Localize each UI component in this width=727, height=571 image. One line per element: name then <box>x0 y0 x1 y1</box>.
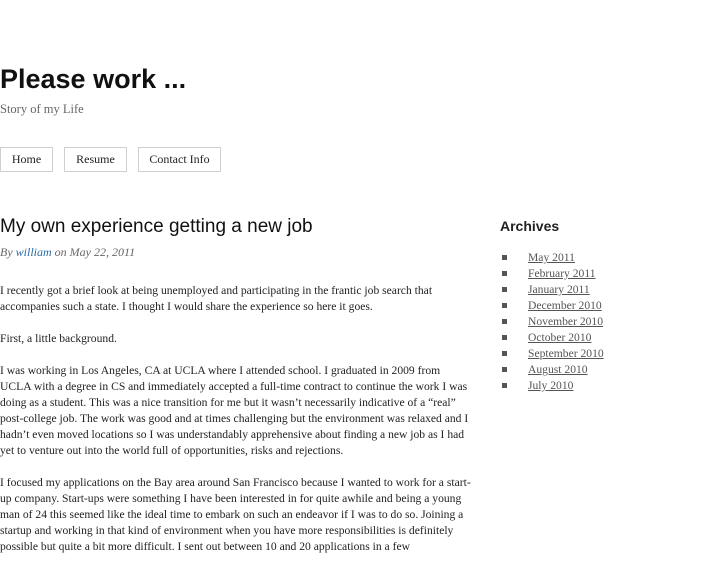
meta-by: By <box>0 245 13 259</box>
square-bullet-icon <box>502 383 507 388</box>
archive-link[interactable]: July 2010 <box>528 379 574 392</box>
post-paragraph: I focused my applications on the Bay area around San Francisco because I wanted to work for a start-up company. Start-ups were something I have been interested in for quite awhile and being a young man of 24 this seemed like the ideal time to embark on such an endeavor if I was to do so. Joining a startup and working in that kind of environment when you have more responsibilities is definitely possible but quite a bit more difficult. I sent out between 10 and 20 applications in a few <box>0 476 471 553</box>
sidebar <box>500 218 720 392</box>
archive-item <box>515 330 604 346</box>
square-bullet-icon <box>502 319 507 324</box>
archive-link[interactable]: November 2010 <box>528 315 604 328</box>
post-author-link[interactable]: william <box>15 245 52 259</box>
archives-list <box>515 250 604 394</box>
archive-item <box>515 266 604 282</box>
archive-link[interactable]: January 2011 <box>528 283 590 296</box>
archive-link[interactable]: August 2010 <box>528 363 588 376</box>
square-bullet-icon <box>502 351 507 356</box>
post-title[interactable]: My own experience getting a new job <box>0 216 313 237</box>
archive-item <box>515 362 604 378</box>
square-bullet-icon <box>502 271 507 276</box>
site-title[interactable]: Please work ... <box>0 64 187 94</box>
nav-resume[interactable]: Resume <box>64 147 127 172</box>
archives-heading: Archives <box>500 218 560 234</box>
post-meta <box>0 245 135 260</box>
nav-home[interactable]: Home <box>0 147 53 172</box>
post-paragraph: First, a little background. <box>0 332 117 345</box>
archive-item <box>515 298 604 314</box>
square-bullet-icon <box>502 335 507 340</box>
square-bullet-icon <box>502 255 507 260</box>
site-tagline: Story of my Life <box>0 102 84 116</box>
meta-on: on <box>54 245 67 259</box>
archive-item <box>515 314 604 330</box>
archive-link[interactable]: December 2010 <box>528 299 602 312</box>
post-paragraph: I was working in Los Angeles, CA at UCLA where I attended school. I graduated in 2009 from UCLA with a degree in CS and immediately accepted a full-time contract to continue the work I was doing as a student. This was a nice transition for me but it wasn’t necessarily indicative of a “real” post-college job. The work was good and at times challenging but the environment was relaxed and I hadn’t even moved locations so I was understandably apprehensive about finding a new job as I had yet to venture out into the world full of opportunities, risks and rejections. <box>0 364 469 457</box>
archive-link[interactable]: February 2011 <box>528 267 596 280</box>
archive-link[interactable]: May 2011 <box>528 251 575 264</box>
archive-item <box>515 282 604 298</box>
archive-item <box>515 378 604 394</box>
archive-item <box>515 250 604 266</box>
post-paragraph: I recently got a brief look at being unemployed and participating in the frantic job search that accompanies such a state. I thought I would share the experience so here it goes. <box>0 284 433 313</box>
nav-contact-info[interactable]: Contact Info <box>138 147 221 172</box>
archive-link[interactable]: October 2010 <box>528 331 592 344</box>
archive-link[interactable]: September 2010 <box>528 347 604 360</box>
square-bullet-icon <box>502 367 507 372</box>
post-content <box>0 283 472 571</box>
square-bullet-icon <box>502 303 507 308</box>
post-date: May 22, 2011 <box>69 245 136 259</box>
square-bullet-icon <box>502 287 507 292</box>
archive-item <box>515 346 604 362</box>
